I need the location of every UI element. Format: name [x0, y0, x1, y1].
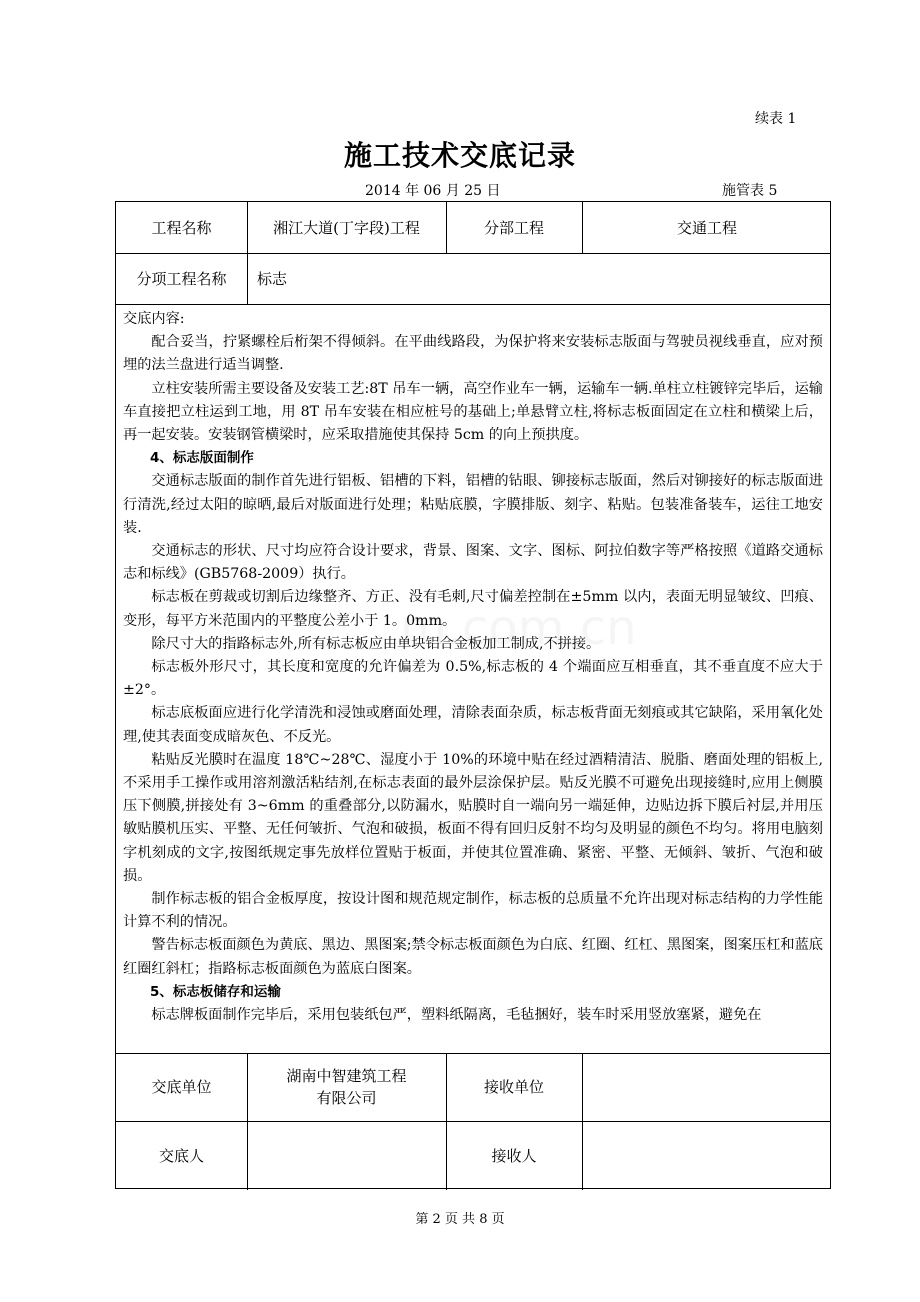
project-name-label: 工程名称 — [151, 218, 212, 237]
form-number: 施管表 5 — [722, 183, 778, 199]
receiver-person-label: 接收人 — [491, 1146, 537, 1165]
handover-unit-line: 湖南中智建筑工程 — [286, 1067, 407, 1085]
handover-content — [123, 308, 823, 1050]
project-name-value: 湘江大道(丁字段)工程 — [273, 218, 420, 237]
section-heading: 4、标志版面制作 — [150, 450, 254, 467]
record-date: 2014 年 06 月 25 日 — [365, 183, 501, 199]
handover-person-value — [247, 1121, 446, 1190]
receiver-person-value — [582, 1121, 832, 1190]
content-paragraph: 交通标志版面的制作首先进行铝板、铝槽的下料，铝槽的钻眼、铆接标志版面，然后对铆接好的标志版面进行清洗,经过太阳的晾晒,最后对版面进行处理；粘贴底膜，字膜排版、刻字、粘贴。包装准备装车，运往工地安装. — [123, 473, 823, 536]
content-paragraph: 标志板外形尺寸，其长度和宽度的允许偏差为 0.5%,标志板的 4 个端面应互相垂直，其不垂直度不应大于±2°。 — [123, 659, 823, 699]
divider — [116, 304, 830, 305]
content-paragraph: 立柱安装所需主要设备及安装工艺:8T 吊车一辆，高空作业车一辆，运输车一辆.单柱立柱镀锌完毕后，运输车直接把立柱运到工地，用 8T 吊车安装在相应桩号的基础上;单悬臂立柱,将标志板面固定在立柱和横梁上后，再一起安装。安装钢管横梁时，应采取措施使其保持 5cm 的向上预拱度。 — [123, 380, 823, 444]
subitem-value: 标志 — [257, 269, 288, 288]
record-table — [115, 201, 831, 1189]
page-number: 第 2 页 共 8 页 — [415, 1212, 505, 1227]
content-paragraph: 标志底板面应进行化学清洗和浸蚀或磨面处理，清除表面杂质，标志板背面无刻痕或其它缺陷，采用氧化处理,使其表面变成暗灰色、不反光。 — [123, 705, 823, 745]
receiver-unit-label: 接收单位 — [483, 1078, 544, 1096]
continued-label: 续表 1 — [755, 111, 797, 127]
subitem-label: 分项工程名称 — [136, 269, 227, 288]
handover-person-label: 交底人 — [158, 1146, 204, 1165]
handover-unit-line: 有限公司 — [316, 1089, 377, 1107]
content-paragraph: 标志牌板面制作完毕后，采用包装纸包严，塑料纸隔离，毛毡捆好，装车时采用竖放塞紧，避免在 — [151, 1007, 762, 1024]
content-paragraph: 警告标志板面颜色为黄底、黑边、黑图案;禁令标志板面颜色为白底、红圈、红杠、黑图案，图案压杠和蓝底红圈红斜杠；指路标志板面颜色为蓝底白图案。 — [123, 937, 823, 977]
content-label: 交底内容: — [123, 311, 185, 327]
page-title: 施工技术交底记录 — [343, 139, 576, 172]
division-label: 分部工程 — [483, 218, 544, 237]
section-heading: 5、标志板储存和运输 — [150, 983, 281, 1000]
content-paragraph: 标志板在剪裁或切割后边缘整齐、方正、没有毛刺,尺寸偏差控制在±5mm 以内，表面无明显皱纹、凹痕、变形，每平方米范围内的平整度公差小于 1。0mm。 — [123, 589, 823, 629]
content-paragraph: 配合妥当，拧紧螺栓后桁架不得倾斜。在平曲线路段，为保护将来安装标志版面与驾驶员视线垂直，应对预埋的法兰盘进行适当调整. — [123, 334, 823, 374]
content-paragraph: 制作标志板的铝合金板厚度，按设计图和规范规定制作，标志板的总质量不允许出现对标志结构的力学性能计算不利的情况。 — [123, 891, 823, 931]
receiver-unit-value — [582, 1053, 832, 1121]
handover-unit-label: 交底单位 — [151, 1078, 212, 1096]
division-value: 交通工程 — [676, 218, 737, 237]
content-paragraph: 除尺寸大的指路标志外,所有标志板应由单块铝合金板加工制成,不拼接。 — [151, 635, 601, 652]
handover-unit-value — [247, 1053, 446, 1121]
content-paragraph: 交通标志的形状、尺寸均应符合设计要求，背景、图案、文字、图标、阿拉伯数字等严格按照《道路交通标志和标线》(GB5768-2009）执行。 — [123, 543, 823, 583]
content-paragraph: 粘贴反光膜时在温度 18℃~28℃、湿度小于 10%的环境中贴在经过酒精清洁、脱脂、磨面处理的铝板上,不采用手工操作或用溶剂激活粘结剂,在标志表面的最外层涂保护层。贴反光膜不可避免出现接缝时,应用上侧膜压下侧膜,拼接处有 3~6mm 的重叠部分,以防漏水，贴膜时自一端向另一端延伸，边贴边拆下膜后衬层,并用压敏贴膜机压实、平整、无任何皱折、气泡和破损，板面不得有回归反射不均匀及明显的颜色不均匀。将用电脑刻字机刻成的文字,按图纸规定事先放样位置贴于板面，并使其位置准确、紧密、平整、无倾斜、皱折、气泡和破损。 — [123, 751, 823, 884]
